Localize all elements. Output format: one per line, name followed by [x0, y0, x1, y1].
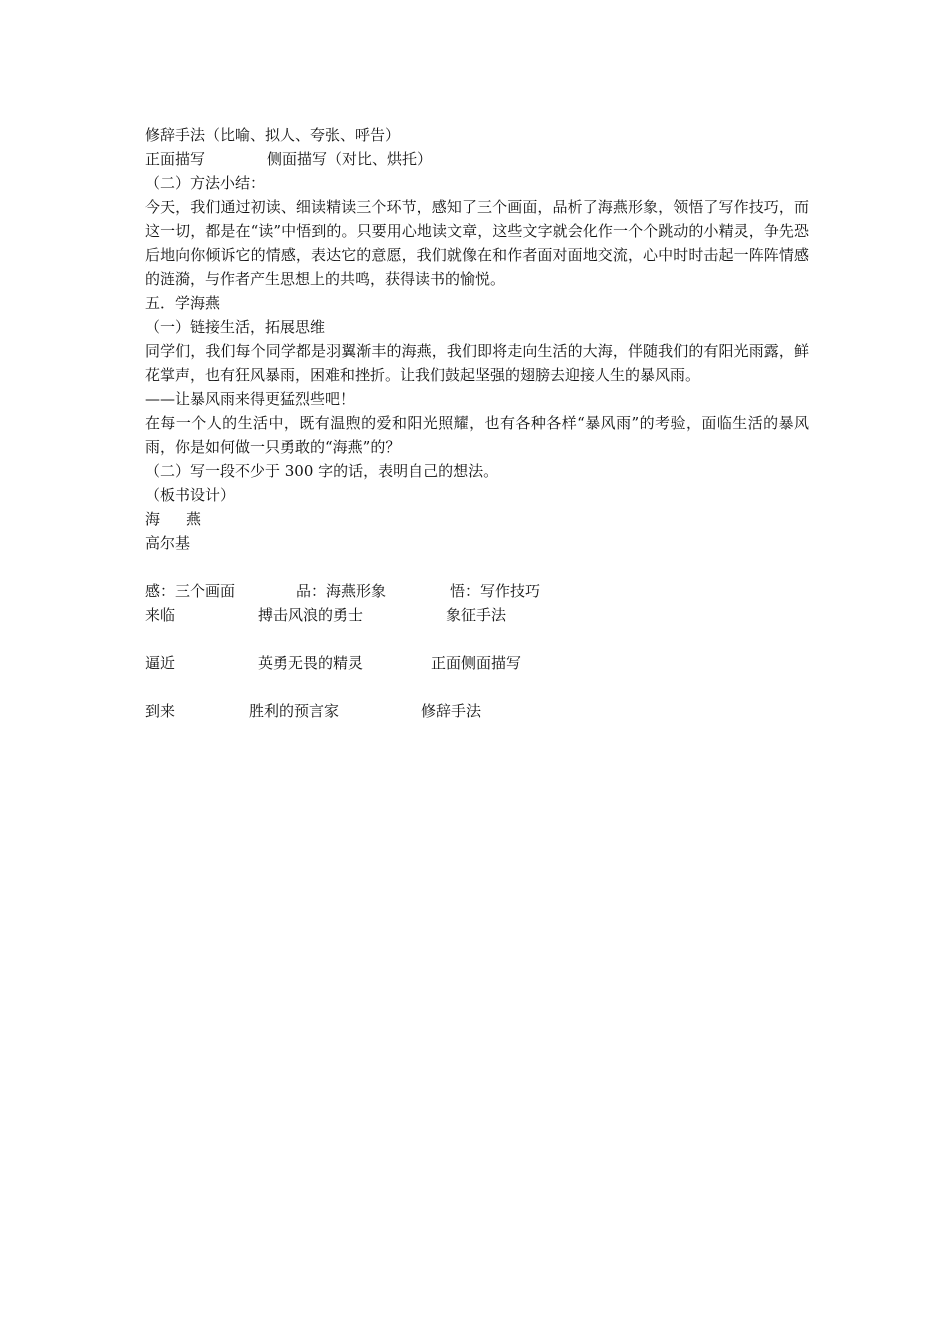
spacer — [145, 555, 809, 579]
board-cell: 逼近 — [145, 654, 176, 672]
method-summary-heading: （二）方法小结： — [145, 174, 266, 192]
board-row — [145, 603, 809, 627]
board-cell: 象征手法 — [446, 606, 507, 624]
board-cell: 胜利的预言家 — [249, 702, 340, 720]
spacer — [145, 627, 809, 651]
section-heading: 五．学海燕 — [145, 294, 221, 312]
summary-paragraph: 今天，我们通过初读、细读精读三个环节，感知了三个画面，品析了海燕形象，领悟了写作技巧，而这一切，都是在“读”中悟到的。只要用心地读文章，这些文字就会化作一个个跳动的小精灵，争先恐后地向你倾诉它的情感，表达它的意愿，我们就像在和作者面对面地交流，心中时时击起一阵阵情感的涟漪，与作者产生思想上的共鸣，获得读书的愉悦。 — [145, 198, 809, 288]
board-row — [145, 651, 809, 675]
board-cell: 来临 — [145, 606, 176, 624]
spacer — [145, 675, 809, 699]
subsection-heading: （一）链接生活，拓展思维 — [145, 318, 326, 336]
board-title — [145, 507, 809, 531]
board-title-char-1: 海 — [145, 510, 161, 528]
storm-quote: ——让暴风雨来得更猛烈些吧！ — [145, 390, 356, 408]
storm-paragraph: 在每一个人的生活中，既有温煦的爱和阳光照耀，也有各种各样“暴风雨”的考验，面临生活的暴风雨，你是如何做一只勇敢的“海燕”的？ — [145, 414, 809, 456]
board-header-perceive: 感：三个画面 — [145, 582, 236, 600]
board-design-heading: （板书设计） — [145, 486, 236, 504]
rhetoric-line: 修辞手法（比喻、拟人、夸张、呼告） — [145, 126, 401, 144]
board-cell: 搏击风浪的勇士 — [258, 606, 364, 624]
board-author: 高尔基 — [145, 534, 191, 552]
board-cell: 英勇无畏的精灵 — [258, 654, 364, 672]
front-description: 正面描写 — [145, 150, 206, 168]
life-paragraph: 同学们，我们每个同学都是羽翼渐丰的海燕，我们即将走向生活的大海，伴随我们的有阳光雨露，鲜花掌声，也有狂风暴雨，困难和挫折。让我们鼓起坚强的翅膀去迎接人生的暴风雨。 — [145, 342, 809, 384]
writing-task: （二）写一段不少于 300 字的话，表明自己的想法。 — [145, 462, 499, 480]
board-cell: 正面侧面描写 — [431, 654, 522, 672]
board-title-char-2: 燕 — [186, 510, 202, 528]
board-header-appreciate: 品：海燕形象 — [296, 582, 387, 600]
board-header-row — [145, 579, 809, 603]
board-cell: 到来 — [145, 702, 176, 720]
board-header-understand: 悟：写作技巧 — [450, 582, 541, 600]
document-body — [145, 123, 809, 723]
description-line — [145, 147, 809, 171]
board-cell: 修辞手法 — [421, 702, 482, 720]
board-row — [145, 699, 809, 723]
side-description: 侧面描写（对比、烘托） — [267, 150, 433, 168]
